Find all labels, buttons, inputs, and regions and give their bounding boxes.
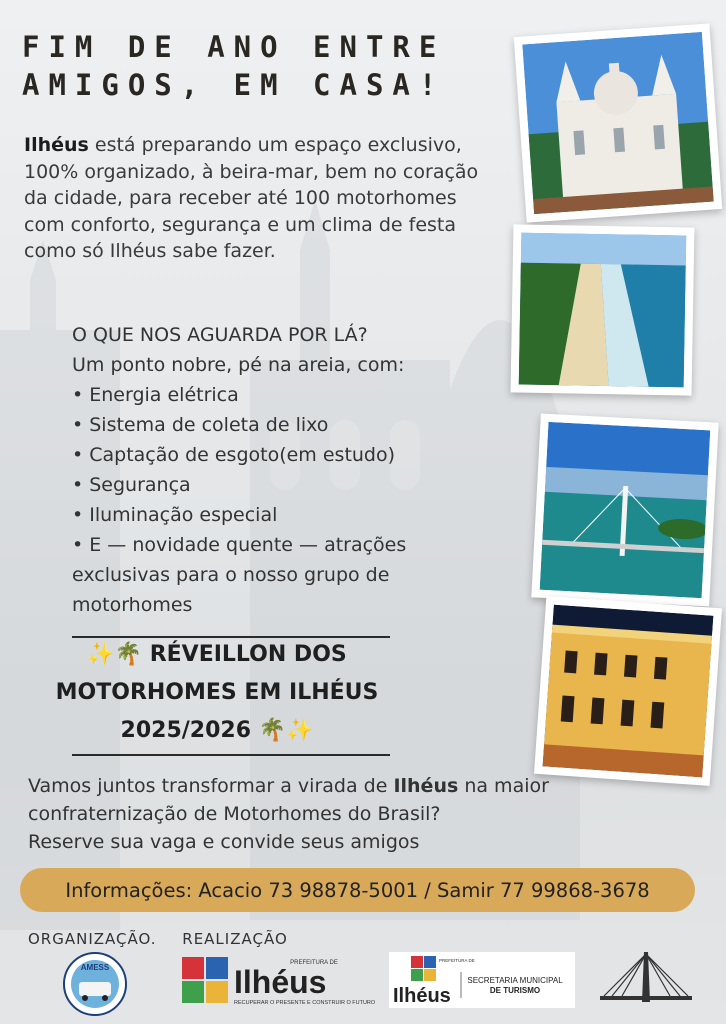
invite-part1: Vamos juntos transformar a virada de xyxy=(28,775,394,797)
feature-item: • Captação de esgoto(em estudo) xyxy=(72,444,396,466)
contact-info-bar xyxy=(20,868,695,912)
photo-beach xyxy=(511,224,695,395)
reveillon-heading xyxy=(22,636,412,750)
secretaria-line1: SECRETARIA MUNICIPAL xyxy=(467,976,563,985)
reveillon-line1: ✨🌴 RÉVEILLON DOS xyxy=(87,642,347,667)
photo-bridge xyxy=(531,413,718,606)
reveillon-line3: 2025/2026 🌴✨ xyxy=(120,718,314,743)
secretaria-ilheus-text: Ilhéus xyxy=(393,985,451,1007)
secretaria-prefeitura-text: PREFEITURA DE xyxy=(439,958,475,963)
poster-title: FIM DE ANO ENTRE AMIGOS, EM CASA! xyxy=(22,30,446,102)
intro-brand: Ilhéus xyxy=(24,134,89,156)
feature-item: • Segurança xyxy=(72,474,191,496)
prefeitura-slogan-text: RECUPERAR O PRESENTE E CONSTRUIR O FUTURO xyxy=(234,1000,376,1006)
divider xyxy=(72,754,390,756)
photo-historic-building xyxy=(534,596,722,786)
intro-text: está preparando um espaço exclusivo, 100% organizado, à beira-mar, bem no coração da cidade, para receber até 100 motorhomes com conforto, segurança e um clima de festa como só Ilhéus sabe fazer. xyxy=(24,134,479,262)
secretaria-turismo-logo xyxy=(389,952,575,1008)
contact-info-text: Informações: Acacio 73 98878-5001 / Samir 77 99868-3678 xyxy=(65,878,650,902)
footer-labels xyxy=(28,930,308,948)
realization-label: REALIZAÇÃO xyxy=(182,930,288,948)
invite-brand: Ilhéus xyxy=(393,775,459,797)
secretaria-line2: DE TURISMO xyxy=(489,986,541,995)
invite-line3: Reserve sua vaga e convide seus amigos xyxy=(28,831,420,853)
feature-item: • Energia elétrica xyxy=(72,384,239,406)
amess-logo xyxy=(63,952,127,1020)
features-list xyxy=(72,320,472,620)
invite-part2: na maior confraternização de Motorhomes do Brasil? xyxy=(28,775,549,825)
prefeitura-name-text: Ilhéus xyxy=(234,964,327,1000)
amess-logo-text: AMESS xyxy=(80,963,110,972)
photo-cathedral xyxy=(514,23,722,222)
feature-item: • Sistema de coleta de lixo xyxy=(72,414,329,436)
invite-text xyxy=(28,772,668,856)
features-subheading: Um ponto nobre, pé na areia, com: xyxy=(72,354,405,376)
prefeitura-small-text: PREFEITURA DE xyxy=(290,960,338,966)
features-heading: O QUE NOS AGUARDA POR LÁ? xyxy=(72,324,368,346)
reveillon-line2: MOTORHOMES EM ILHÉUS xyxy=(55,680,379,705)
bridge-icon xyxy=(600,950,692,1014)
organization-label: ORGANIZAÇÃO. xyxy=(28,930,157,948)
prefeitura-ilheus-logo xyxy=(182,955,377,1007)
feature-item: • E — novidade quente — atrações exclusivas para o nosso grupo de motorhomes xyxy=(72,534,407,616)
intro-paragraph xyxy=(24,132,494,265)
feature-item: • Iluminação especial xyxy=(72,504,278,526)
